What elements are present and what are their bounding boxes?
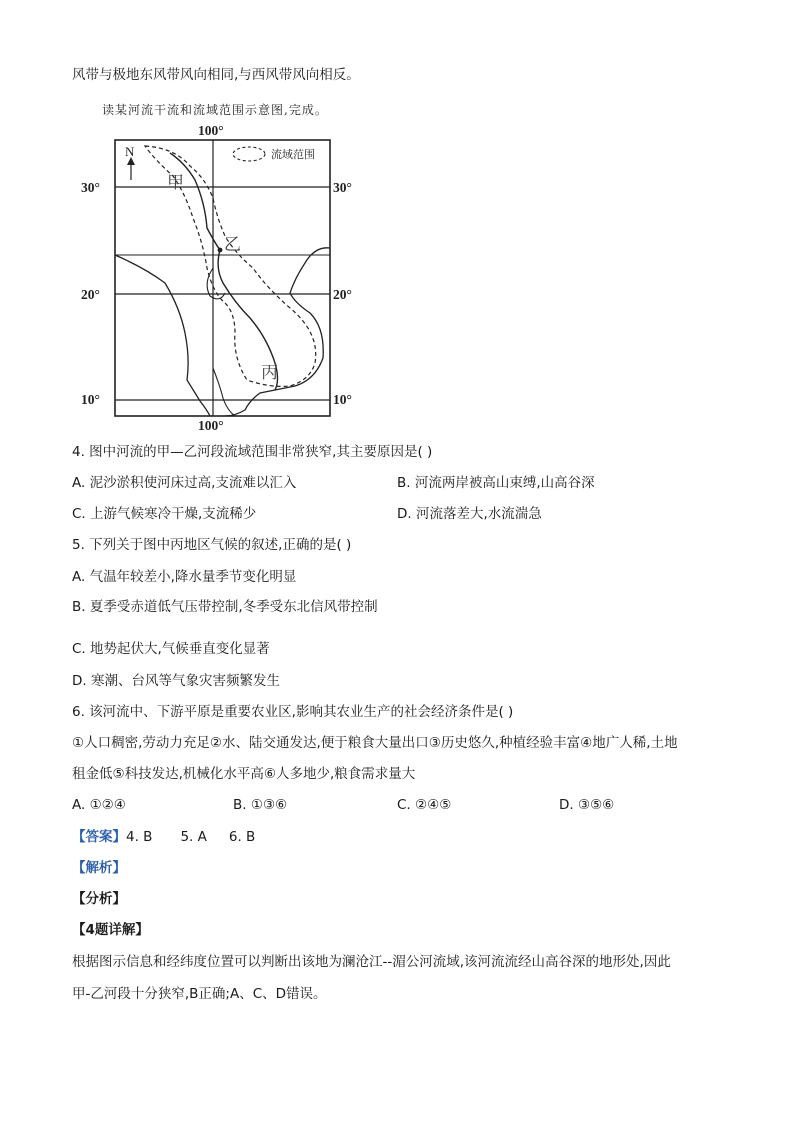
detail4-line2: 甲-乙河段十分狭窄,B正确;A、C、D错误。 [72,986,327,1002]
q6-option-c[interactable]: C. ②④⑤ [397,797,452,813]
map-frame [115,140,330,416]
coast-west [115,255,210,416]
q6-option-b[interactable]: B. ①③⑥ [233,797,288,813]
point-yi [218,248,223,253]
lat-10-left: 10° [81,392,100,407]
q6-option-a[interactable]: A. ①②④ [72,797,126,813]
place-yi: 乙 [224,235,241,255]
detail4-label: 【4题详解】 [72,922,149,938]
lat-30-right: 30° [333,180,352,195]
coast-east [225,248,330,416]
lat-20-right: 20° [333,287,352,302]
answer-line [72,828,255,846]
q6-option-d[interactable]: D. ③⑤⑥ [559,797,615,813]
lat-30-left: 30° [81,180,100,195]
lat-20-left: 20° [81,287,100,302]
lat-10-right: 10° [333,392,352,407]
top-text: 风带与极地东风带风向相同,与西风带风向相反。 [72,67,360,83]
q6-conditions-line2: 租金低⑤科技发达,机械化水平高⑥人多地少,粮食需求量大 [72,766,416,782]
legend-ellipse-icon [233,147,265,161]
q5-option-a[interactable]: A. 气温年较差小,降水量季节变化明显 [72,569,297,585]
q4-stem: 4. 图中河流的甲—乙河段流域范围非常狭窄,其主要原因是( ) [72,444,433,460]
answer-4: 4. B [126,829,153,845]
lon-label-bottom: 100° [198,418,224,433]
answer-5: 5. A [180,829,207,845]
answer-6: 6. B [228,829,256,845]
q4-option-b[interactable]: B. 河流两岸被高山束缚,山高谷深 [397,475,595,491]
place-bing: 丙 [261,363,278,383]
peninsula [213,368,235,416]
q4-option-a[interactable]: A. 泥沙淤积使河床过高,支流难以汇入 [72,475,297,491]
lon-label-top: 100° [198,123,224,138]
q5-option-b[interactable]: B. 夏季受赤道低气压带控制,冬季受东北信风带控制 [72,599,378,615]
river-main [170,153,278,390]
figure-caption: 读某河流干流和流域范围示意图,完成。 [102,103,328,117]
legend-label: 流域范围 [271,148,315,161]
north-label: N [125,144,135,159]
fenxi-label: 【分析】 [72,891,126,907]
q6-stem: 6. 该河流中、下游平原是重要农业区,影响其农业生产的社会经济条件是( ) [72,704,514,720]
q4-option-c[interactable]: C. 上游气候寒冷干燥,支流稀少 [72,506,257,522]
answer-label: 【答案】 [72,829,126,845]
river-basin-map [75,118,365,433]
q5-stem: 5. 下列关于图中丙地区气候的叙述,正确的是( ) [72,537,352,553]
analysis-label: 【解析】 [72,860,126,876]
q6-conditions-line1: ①人口稠密,劳动力充足②水、陆交通发达,便于粮食大量出口③历史悠久,种植经验丰富④地广人稀,土地 [72,735,678,751]
q5-option-d[interactable]: D. 寒潮、台风等气象灾害频繁发生 [72,673,280,689]
place-jia: 甲 [167,173,184,193]
detail4-line1: 根据图示信息和经纬度位置可以判断出该地为澜沧江--湄公河流域,该河流流经山高谷深的地形处,因此 [72,954,671,970]
q4-option-d[interactable]: D. 河流落差大,水流湍急 [397,506,542,522]
q5-option-c[interactable]: C. 地势起伏大,气候垂直变化显著 [72,641,270,657]
